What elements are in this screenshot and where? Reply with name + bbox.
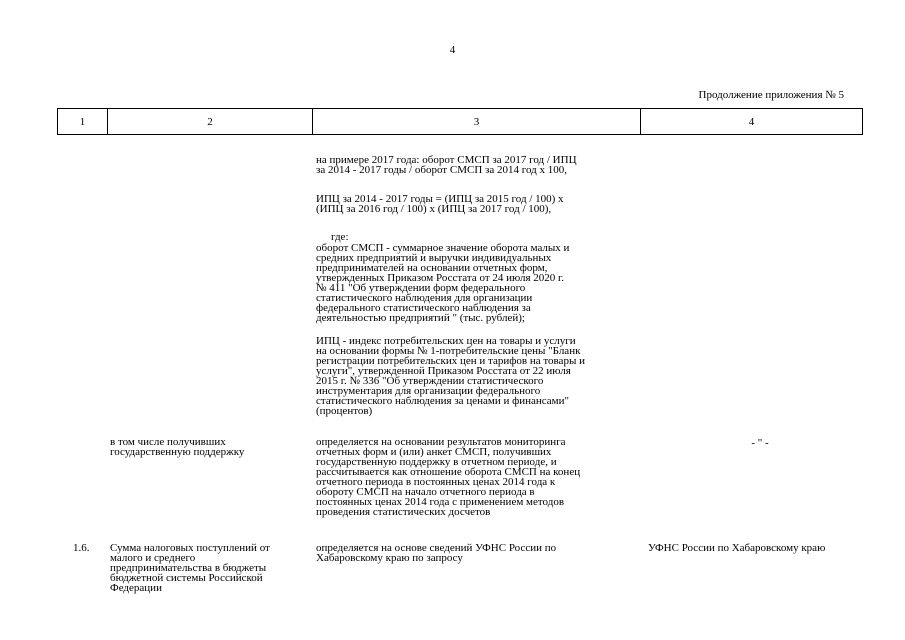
row-name-line: Сумма налоговых поступлений от — [110, 542, 270, 554]
definition-line: оборот СМСП - суммарное значение оборота малых и — [316, 242, 570, 254]
row-support-method — [316, 437, 646, 517]
row-name-line: государственную поддержку — [110, 446, 245, 458]
method-line: проведения статистических досчетов — [316, 506, 491, 518]
formula-line: ИПЦ за 2014 - 2017 годы = (ИПЦ за 2015 год / 100) x — [316, 193, 564, 205]
definition-line: предпринимателей на основании отчетных форм, — [316, 262, 548, 274]
row-1-6-source: УФНС России по Хабаровскому краю — [648, 542, 826, 554]
column-header-4: 4 — [641, 109, 863, 135]
formula-line: на примере 2017 года: оборот СМСП за 2017 год / ИПЦ — [316, 154, 577, 166]
row-1-6-number: 1.6. — [73, 542, 90, 554]
definition-line: ИПЦ - индекс потребительских цен на товары и услуги — [316, 335, 576, 347]
method-line: определяется на основании результатов мониторинга — [316, 436, 566, 448]
method-line: Хабаровскому краю по запросу — [316, 552, 463, 564]
method-line: обороту СМСП на начало отчетного периода в — [316, 486, 535, 498]
definition-line: № 411 "Об утверждении форм федерального — [316, 282, 526, 294]
row-1-6-method — [316, 543, 646, 563]
definition-smsp — [316, 243, 646, 323]
continuation-label: Продолжение приложения № 5 — [698, 89, 844, 101]
definition-line: средних предприятий и выручки индивидуальных — [316, 252, 552, 264]
row-name-line: бюджетной системы Российской — [110, 572, 263, 584]
method-line: отчетных форм и (или) анкет СМСП, получивших — [316, 446, 552, 458]
definition-line: деятельностью предприятий " (тыс. рублей); — [316, 312, 525, 324]
column-header-row — [58, 109, 863, 135]
row-name-line: Федерации — [110, 582, 162, 594]
where-label: где: — [331, 231, 349, 243]
row-support-source: - " - — [751, 437, 769, 449]
definition-line: услуги", утвержденной Приказом Росстата от 22 июля — [316, 365, 571, 377]
formula-ipc — [316, 194, 646, 214]
formula-example — [316, 155, 646, 175]
definition-line: статистического наблюдения для организации — [316, 292, 533, 304]
column-header-2: 2 — [108, 109, 313, 135]
definition-line: регистрации потребительских цен и тарифов на товары и — [316, 355, 585, 367]
definition-line: 2015 г. № 336 "Об утверждении статистического — [316, 375, 544, 387]
method-line: постоянных ценах 2014 года с применением методов — [316, 496, 565, 508]
definition-line: федерального статистического наблюдения за — [316, 302, 531, 314]
definition-line: инструментария для организации федерального — [316, 385, 541, 397]
method-line: рассчитывается как отношение оборота СМСП на конец — [316, 466, 581, 478]
row-1-6-name — [110, 543, 306, 593]
method-line: определяется на основе сведений УФНС России по — [316, 542, 557, 554]
column-header-1: 1 — [58, 109, 108, 135]
formula-line: (ИПЦ за 2016 год / 100) x (ИПЦ за 2017 год / 100), — [316, 203, 552, 215]
row-support-name — [110, 437, 306, 457]
method-line: отчетного периода в постоянных ценах 2014 года к — [316, 476, 556, 488]
column-header-table — [57, 108, 863, 135]
column-header-3: 3 — [313, 109, 641, 135]
method-line: государственную поддержку в отчетном периоде, и — [316, 456, 557, 468]
definition-ipc — [316, 336, 646, 416]
definition-line: (процентов) — [316, 405, 373, 417]
row-name-line: в том числе получивших — [110, 436, 226, 448]
row-name-line: малого и среднего — [110, 552, 196, 564]
definition-line: статистического наблюдения за ценами и финансами" — [316, 395, 569, 407]
row-name-line: предпринимательства в бюджеты — [110, 562, 267, 574]
formula-line: за 2014 - 2017 годы / оборот СМСП за 2014 год x 100, — [316, 164, 568, 176]
definition-line: утвержденных Приказом Росстата от 24 июля 2020 г. — [316, 272, 565, 284]
definition-line: на основании формы № 1-потребительские цены "Бланк — [316, 345, 581, 357]
page-number: 4 — [449, 44, 456, 56]
